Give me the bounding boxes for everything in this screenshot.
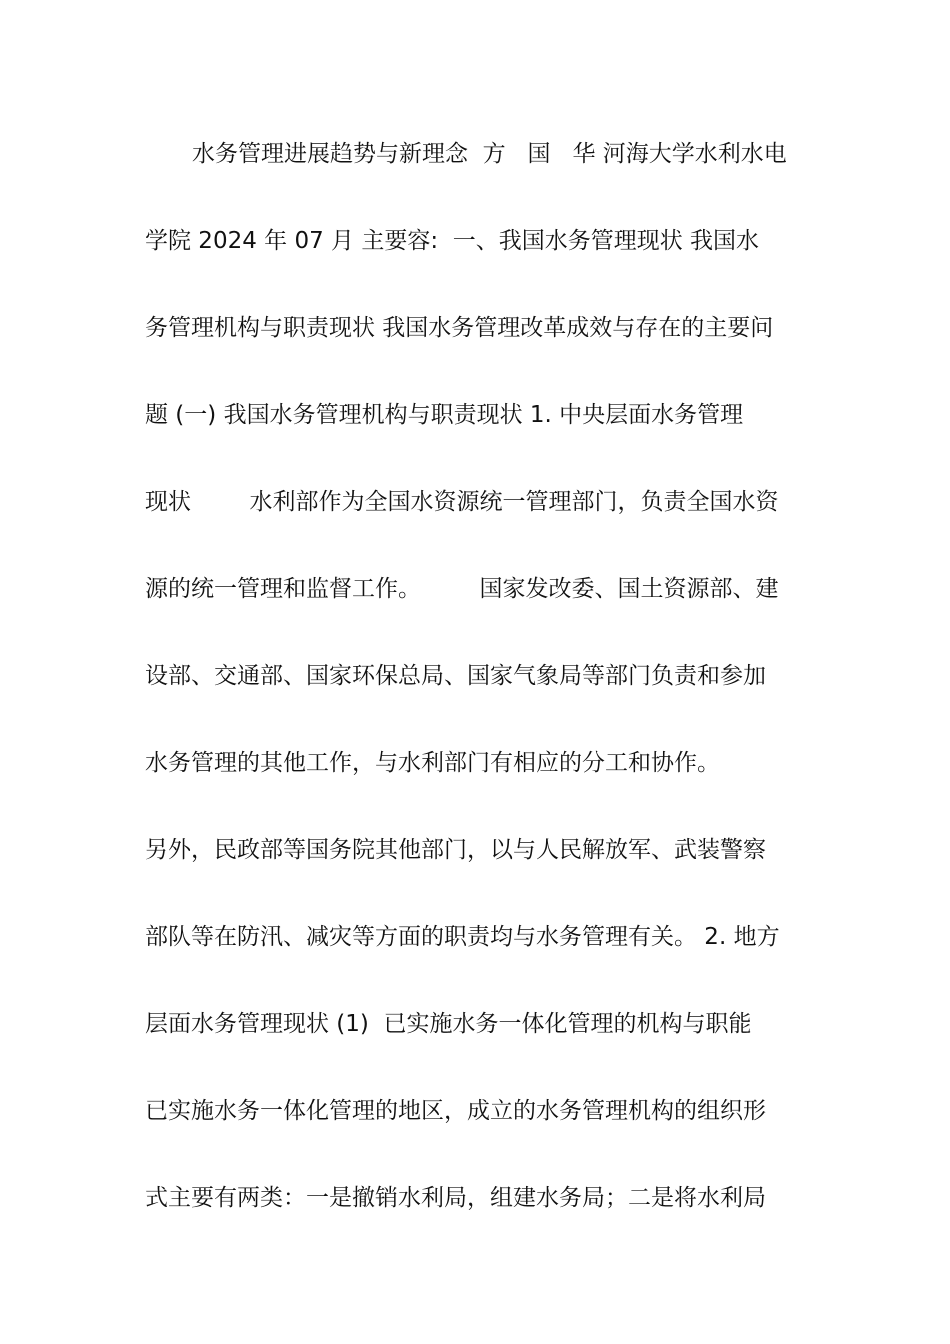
text-line: 层面水务管理现状 (1) 已实施水务一体化管理的机构与职能 [145,1011,752,1037]
text-line: 水务管理进展趋势与新理念 方 国 华 河海大学水利水电 [192,141,787,167]
text-line: 源的统一管理和监督工作。 国家发改委、国土资源部、建 [145,576,779,602]
text-line: 现状 水利部作为全国水资源统一管理部门，负责全国水资 [145,489,779,515]
document-body [145,133,810,1264]
text-line: 题 (一) 我国水务管理机构与职责现状 1. 中央层面水务管理 [145,402,744,428]
text-line: 式主要有两类：一是撤销水利局，组建水务局；二是将水利局 [145,1185,766,1211]
text-line: 务管理机构与职责现状 我国水务管理改革成效与存在的主要问 [145,315,774,341]
text-line: 水务管理的其他工作，与水利部门有相应的分工和协作。 [145,750,720,776]
text-line: 学院 2024 年 07 月 主要容: 一、我国水务管理现状 我国水 [145,228,760,254]
text-line: 部队等在防汛、减灾等方面的职责均与水务管理有关。 2. 地方 [145,924,780,950]
text-line: 设部、交通部、国家环保总局、国家气象局等部门负责和参加 [145,663,766,689]
text-line: 另外，民政部等国务院其他部门，以与人民解放军、武装警察 [145,837,766,863]
text-line: 已实施水务一体化管理的地区，成立的水务管理机构的组织形 [145,1098,766,1124]
